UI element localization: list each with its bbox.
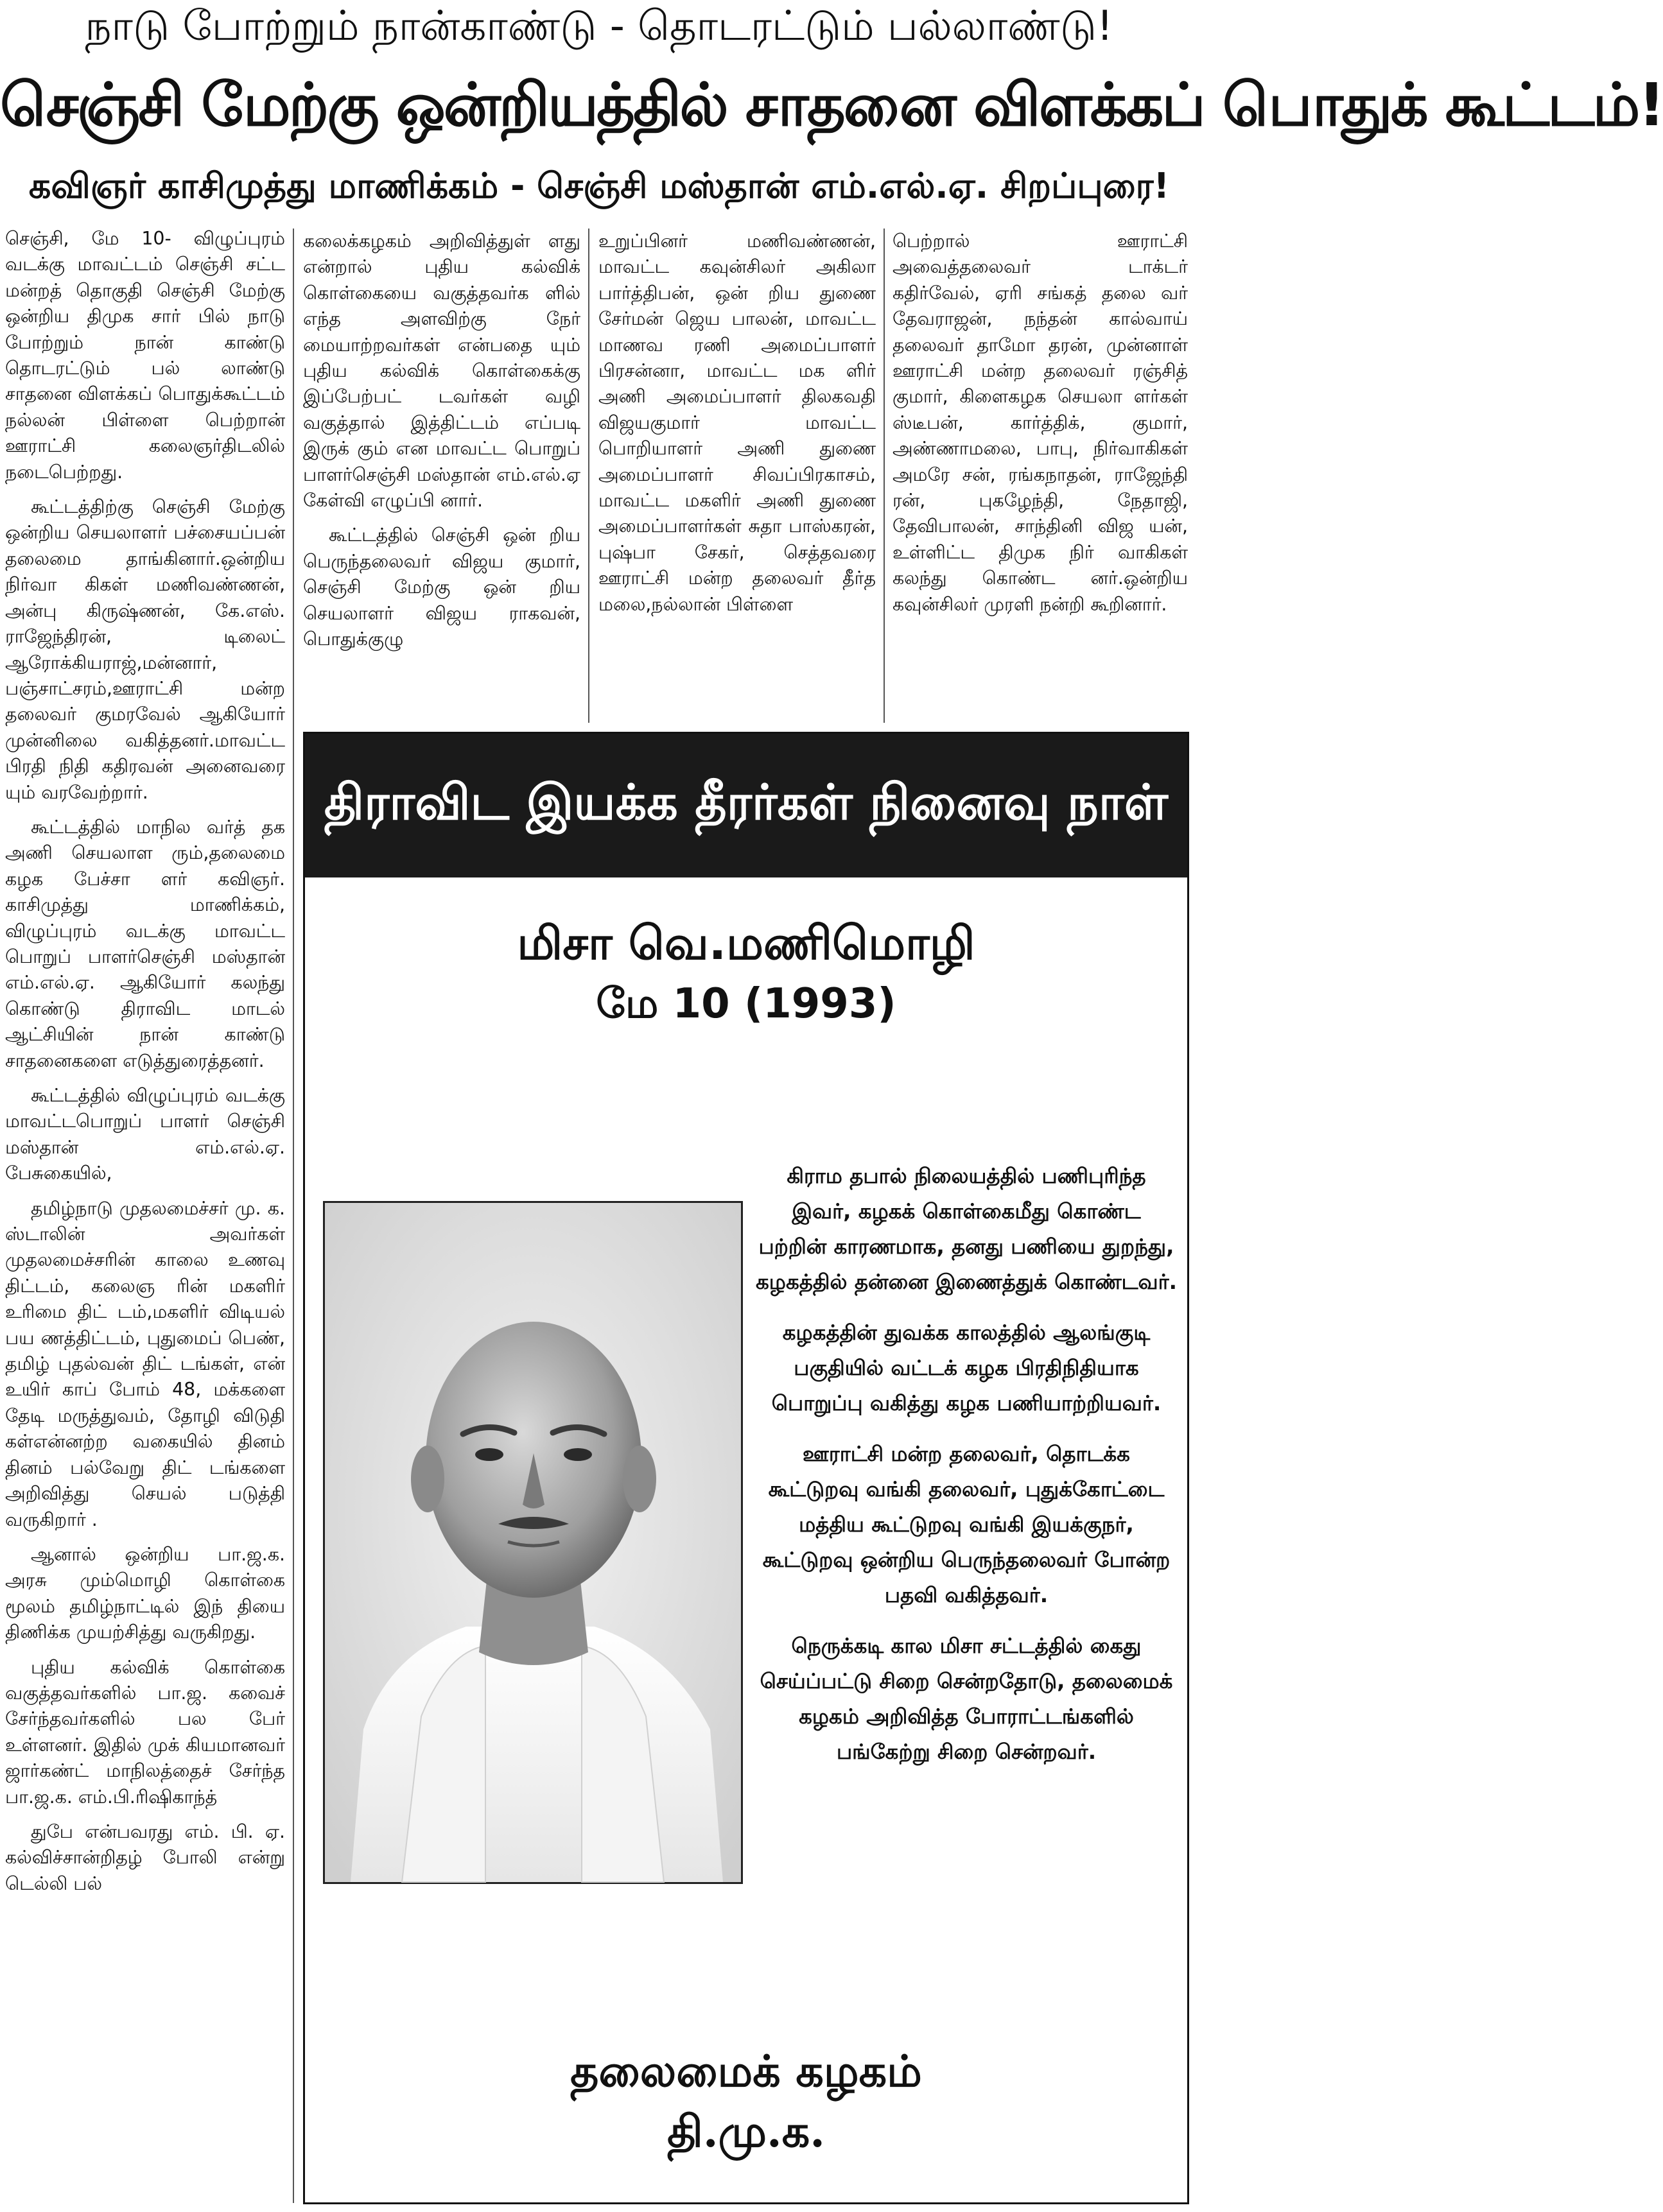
obituary-name: மிசா வெ.மணிமொழி (517, 916, 975, 970)
article-column-1 (5, 226, 285, 2203)
article-paragraph: புதிய கல்விக் கொள்கை வகுத்தவர்களில் பா.ஜ. கவைச் சேர்ந்தவர்களில் பல பேர் உள்ளனர். இதில் முக் கியமானவர் ஜார்கண்ட் மாநிலத்தைச் சேர்ந்த பா.ஜ.க. எம்.பி.ரிஷிகாந்த் (5, 1656, 285, 1808)
signoff-party: தி.மு.க. (667, 2106, 825, 2157)
article-column-4 (892, 229, 1188, 723)
kicker-line: நாடு போற்றும் நான்காண்டு - தொடரட்டும் பல்லாண்டு! (85, 3, 1113, 50)
portrait-photo (323, 1201, 743, 1884)
column-rule (588, 229, 589, 723)
obituary-box (303, 732, 1189, 2204)
column-rule (293, 229, 294, 2203)
portrait-illustration (325, 1203, 741, 1882)
biography-paragraph: கிராம தபால் நிலையத்தில் பணிபுரிந்த இவர், கழகக் கொள்கைமீது கொண்ட பற்றின் காரணமாக, தனது பணியை துறந்து, கழகத்தில் தன்னை இணைத்துக் கொண்டவர். (756, 1164, 1177, 1294)
byline: கவிஞர் காசிமுத்து மாணிக்கம் - செஞ்சி மஸ்தான் எம்.எல்.ஏ. சிறப்புரை! (28, 166, 1170, 206)
article-paragraph: செஞ்சி, மே 10- விழுப்புரம் வடக்கு மாவட்டம் செஞ்சி சட்ட மன்றத் தொகுதி செஞ்சி மேற்கு ஒன்றிய திமுக சார் பில் நாடு போற்றும் நான் காண்டு தொடரட்டும் பல் லாண்டு சாதனை விளக்கப் பொதுக்கூட்டம் நல்லன் பிள்ளை பெற்றான் ஊராட்சி கலைஞர்திடலில் நடைபெற்றது. (5, 228, 285, 483)
biography-paragraph: கழகத்தின் துவக்க காலத்தில் ஆலங்குடி பகுதியில் வட்டக் கழக பிரதிநிதியாக பொறுப்பு வகித்து கழக பணியாற்றியவர். (771, 1320, 1162, 1415)
article-paragraph: கூட்டத்தில் மாநில வர்த் தக அணி செயலாள ரும்,தலைமை கழக பேச்சா ளர் கவிஞர். காசிமுத்து மாணிக்கம், விழுப்புரம் வடக்கு மாவட்ட பொறுப் பாளர்செஞ்சி மஸ்தான் எம்.எல்.ஏ. ஆகியோர் கலந்து கொண்டு திராவிட மாடல் ஆட்சியின் நான் காண்டு சாதனைகளை எடுத்துரைத்தனர். (5, 816, 285, 1071)
article-column-2 (303, 229, 580, 723)
article-column-3 (598, 229, 876, 723)
article-paragraph: உறுப்பினர் மணிவண்ணன், மாவட்ட கவுன்சிலர் அகிலா பார்த்திபன், ஒன் றிய துணை சேர்மன் ஜெய பாலன், மாவட்ட மாணவ ரணி அமைப்பாளர் பிரசன்னா, மாவட்ட மக ளிர் அணி அமைப்பாளர் திலகவதி விஜயகுமார் மாவட்ட பொறியாளர் அணி துணை அமைப்பாளர் சிவப்பிரகாசம், மாவட்ட மகளிர் அணி துணை அமைப்பாளர்கள் சுதா பாஸ்கரன், புஷ்பா சேகர், செத்தவரை ஊராட்சி மன்ற தலைவர் தீர்த மலை,நல்லான் பிள்ளை (598, 230, 876, 615)
article-paragraph: கூட்டத்தில் விழுப்புரம் வடக்கு மாவட்டபொறுப் பாளர் செஞ்சி மஸ்தான் எம்.எல்.ஏ. பேசுகையில், (5, 1085, 285, 1184)
obituary-banner-title: திராவிட இயக்க தீரர்கள் நினைவு நாள் (324, 773, 1169, 831)
biography-paragraph: நெருக்கடி கால மிசா சட்டத்தில் கைது செய்ப்பட்டு சிறை சென்றதோடு, தலைமைக் கழகம் அறிவித்த போராட்டங்களில் பங்கேற்று சிறை சென்றவர். (760, 1634, 1173, 1764)
biography-paragraph: ஊராட்சி மன்ற தலைவர், தொடக்க கூட்டுறவு வங்கி தலைவர், புதுக்கோட்டை மத்திய கூட்டுறவு வங்கி இயக்குநர், கூட்டுறவு ஒன்றிய பெருந்தலைவர் போன்ற பதவி வகித்தவர். (762, 1442, 1171, 1607)
obituary-biography (754, 1159, 1178, 1785)
article-paragraph: கலைக்கழகம் அறிவித்துள் ளது என்றால் புதிய கல்விக் கொள்கையை வகுத்தவர்க ளில் எந்த அளவிற்கு நேர் மையாற்றவர்கள் என்பதை யும் புதிய கல்விக் கொள்கைக்கு இப்பேற்பட் டவர்கள் வழி வகுத்தால் இத்திட்டம் எப்படி இருக் கும் என மாவட்ட பொறுப் பாளர்செஞ்சி மஸ்தான் எம்.எல்.ஏ கேள்வி எழுப்பி னார். (303, 230, 580, 512)
article-paragraph: பெற்றால் ஊராட்சி அவைத்தலைவர் டாக்டர் கதிர்வேல், ஏரி சங்கத் தலை வர் தேவராஜன், நந்தன் கால்வாய் தலைவர் தாமோ தரன், முன்னாள் ஊராட்சி மன்ற தலைவர் ரஞ்சித் குமார், கிளைகழக செயலா ளர்கள் ஸ்டீபன், கார்த்திக், குமார், அண்ணாமலை, பாபு, நிர்வாகிகள் அமரே சன், ரங்கநாதன், ராஜேந்தி ரன், புகழேந்தி, நேதாஜி, தேவிபாலன், சாந்தினி விஜ யன், உள்ளிட்ட திமுக நிர் வாகிகள் கலந்து கொண்ட னர்.ஒன்றிய கவுன்சிலர் முரளி நன்றி கூறினார். (892, 230, 1188, 615)
article-paragraph: துபே என்பவரது எம். பி. ஏ. கல்விச்சான்றிதழ் போலி என்று டெல்லி பல் (5, 1820, 285, 1894)
obituary-date: மே 10 (1993) (596, 980, 896, 1028)
article-paragraph: கூட்டத்தில் செஞ்சி ஒன் றிய பெருந்தலைவர் விஜய குமார், செஞ்சி மேற்கு ஒன் றிய செயலாளர் விஜய ராகவன், பொதுக்குழு (303, 524, 580, 650)
column-rule (884, 229, 885, 723)
headline: செஞ்சி மேற்கு ஒன்றியத்தில் சாதனை விளக்கப் பொதுக் கூட்டம்! (0, 71, 1663, 139)
signoff-organization: தலைமைக் கழகம் (570, 2046, 922, 2097)
article-paragraph: கூட்டத்திற்கு செஞ்சி மேற்கு ஒன்றிய செயலாளர் பச்சையப்பன் தலைமை தாங்கினார்.ஒன்றிய நிர்வா கிகள் மணிவண்ணன், அன்பு கிருஷ்ணன், கே.எஸ். ராஜேந்திரன், டிலைட் ஆரோக்கியராஜ்,மன்னார், பஞ்சாட்சரம்,ஊராட்சி மன்ற தலைவர் குமரவேல் ஆகியோர் முன்னிலை வகித்தனர்.மாவட்ட பிரதி நிதி கதிரவன் அனைவரை யும் வரவேற்றார். (5, 496, 285, 803)
article-paragraph: ஆனால் ஒன்றிய பா.ஜ.க. அரசு மும்மொழி கொள்கை மூலம் தமிழ்நாட்டில் இந் தியை திணிக்க முயற்சித்து வருகிறது. (5, 1543, 285, 1643)
obituary-banner (305, 734, 1187, 877)
article-paragraph: தமிழ்நாடு முதலமைச்சர் மு. க. ஸ்டாலின் அவர்கள் முதலமைச்சரின் காலை உணவு திட்டம், கலைஞ ரின் மகளிர் உரிமை திட் டம்,மகளிர் விடியல் பய ணத்திட்டம், புதுமைப் பெண், தமிழ் புதல்வன் திட் டங்கள், என் உயிர் காப் போம் 48, மக்களை தேடி மருத்துவம், தோழி விடுதி கள்என்னற்ற வகையில் தினம் தினம் பல்வேறு திட் டங்களை அறிவித்து செயல் படுத்தி வருகிறார் . (5, 1197, 285, 1530)
